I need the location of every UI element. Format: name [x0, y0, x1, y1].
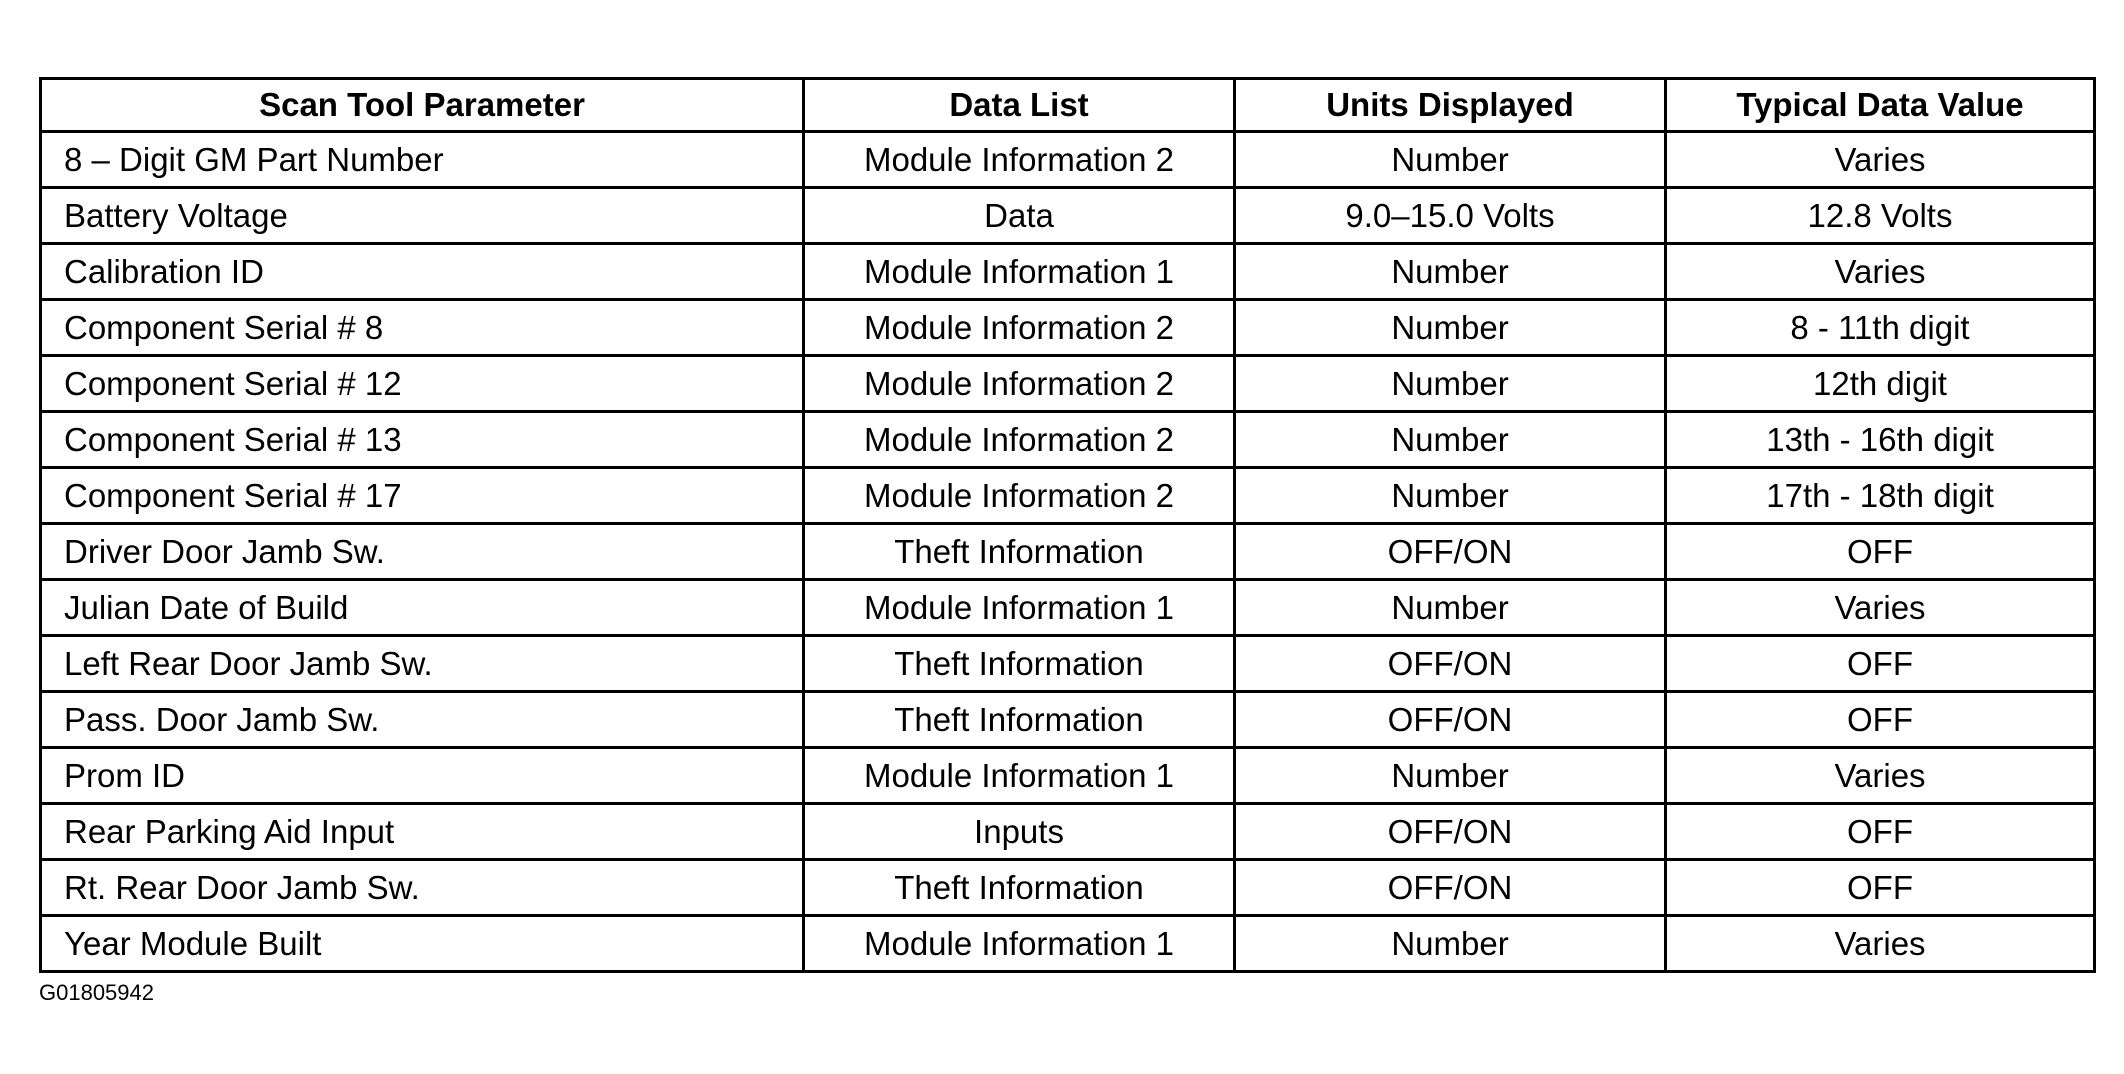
cell-units: OFF/ON: [1235, 860, 1666, 916]
cell-typical-value: 12.8 Volts: [1666, 188, 2095, 244]
cell-parameter: Pass. Door Jamb Sw.: [41, 692, 804, 748]
cell-data-list: Module Information 2: [804, 356, 1235, 412]
scan-tool-parameter-table: [39, 77, 2096, 973]
cell-parameter: 8 – Digit GM Part Number: [41, 132, 804, 188]
figure-id: G01805942: [39, 980, 154, 1005]
cell-typical-value: OFF: [1666, 804, 2095, 860]
cell-data-list: Module Information 1: [804, 916, 1235, 972]
cell-typical-value: OFF: [1666, 860, 2095, 916]
cell-typical-value: 12th digit: [1666, 356, 2095, 412]
cell-data-list: Module Information 1: [804, 580, 1235, 636]
cell-typical-value: Varies: [1666, 580, 2095, 636]
table-row: [41, 412, 2095, 468]
cell-data-list: Module Information 2: [804, 468, 1235, 524]
cell-typical-value: Varies: [1666, 132, 2095, 188]
table-row: [41, 692, 2095, 748]
cell-parameter: Component Serial # 12: [41, 356, 804, 412]
cell-units: 9.0–15.0 Volts: [1235, 188, 1666, 244]
cell-data-list: Theft Information: [804, 860, 1235, 916]
cell-parameter: Left Rear Door Jamb Sw.: [41, 636, 804, 692]
cell-parameter: Battery Voltage: [41, 188, 804, 244]
table-row: [41, 636, 2095, 692]
header-data-list: Data List: [804, 79, 1235, 132]
cell-units: OFF/ON: [1235, 692, 1666, 748]
cell-parameter: Prom ID: [41, 748, 804, 804]
cell-units: Number: [1235, 580, 1666, 636]
table-row: [41, 580, 2095, 636]
cell-data-list: Theft Information: [804, 524, 1235, 580]
cell-parameter: Component Serial # 8: [41, 300, 804, 356]
cell-units: OFF/ON: [1235, 636, 1666, 692]
cell-data-list: Module Information 2: [804, 132, 1235, 188]
cell-typical-value: 17th - 18th digit: [1666, 468, 2095, 524]
cell-data-list: Module Information 2: [804, 412, 1235, 468]
cell-parameter: Component Serial # 13: [41, 412, 804, 468]
cell-data-list: Data: [804, 188, 1235, 244]
cell-parameter: Component Serial # 17: [41, 468, 804, 524]
cell-typical-value: OFF: [1666, 692, 2095, 748]
cell-typical-value: Varies: [1666, 916, 2095, 972]
cell-units: Number: [1235, 356, 1666, 412]
cell-units: Number: [1235, 468, 1666, 524]
cell-units: OFF/ON: [1235, 804, 1666, 860]
cell-units: Number: [1235, 244, 1666, 300]
cell-units: Number: [1235, 300, 1666, 356]
cell-typical-value: Varies: [1666, 748, 2095, 804]
cell-parameter: Calibration ID: [41, 244, 804, 300]
cell-typical-value: OFF: [1666, 524, 2095, 580]
cell-data-list: Module Information 2: [804, 300, 1235, 356]
table-header-row: [41, 79, 2095, 132]
table-row: [41, 748, 2095, 804]
cell-data-list: Theft Information: [804, 636, 1235, 692]
table-row: [41, 524, 2095, 580]
cell-data-list: Module Information 1: [804, 244, 1235, 300]
cell-units: Number: [1235, 916, 1666, 972]
cell-typical-value: OFF: [1666, 636, 2095, 692]
table-row: [41, 132, 2095, 188]
table-body: [41, 132, 2095, 972]
table-row: [41, 916, 2095, 972]
table-row: [41, 244, 2095, 300]
cell-data-list: Inputs: [804, 804, 1235, 860]
cell-parameter: Driver Door Jamb Sw.: [41, 524, 804, 580]
table-row: [41, 356, 2095, 412]
header-scan-tool-parameter: Scan Tool Parameter: [41, 79, 804, 132]
header-units-displayed: Units Displayed: [1235, 79, 1666, 132]
cell-typical-value: 8 - 11th digit: [1666, 300, 2095, 356]
cell-typical-value: 13th - 16th digit: [1666, 412, 2095, 468]
cell-units: Number: [1235, 412, 1666, 468]
cell-parameter: Rear Parking Aid Input: [41, 804, 804, 860]
table-row: [41, 188, 2095, 244]
cell-units: Number: [1235, 748, 1666, 804]
table-row: [41, 804, 2095, 860]
cell-typical-value: Varies: [1666, 244, 2095, 300]
table-row: [41, 300, 2095, 356]
cell-parameter: Rt. Rear Door Jamb Sw.: [41, 860, 804, 916]
cell-units: OFF/ON: [1235, 524, 1666, 580]
table-row: [41, 468, 2095, 524]
cell-data-list: Theft Information: [804, 692, 1235, 748]
cell-parameter: Julian Date of Build: [41, 580, 804, 636]
table-row: [41, 860, 2095, 916]
cell-parameter: Year Module Built: [41, 916, 804, 972]
cell-units: Number: [1235, 132, 1666, 188]
cell-data-list: Module Information 1: [804, 748, 1235, 804]
header-typical-data-value: Typical Data Value: [1666, 79, 2095, 132]
